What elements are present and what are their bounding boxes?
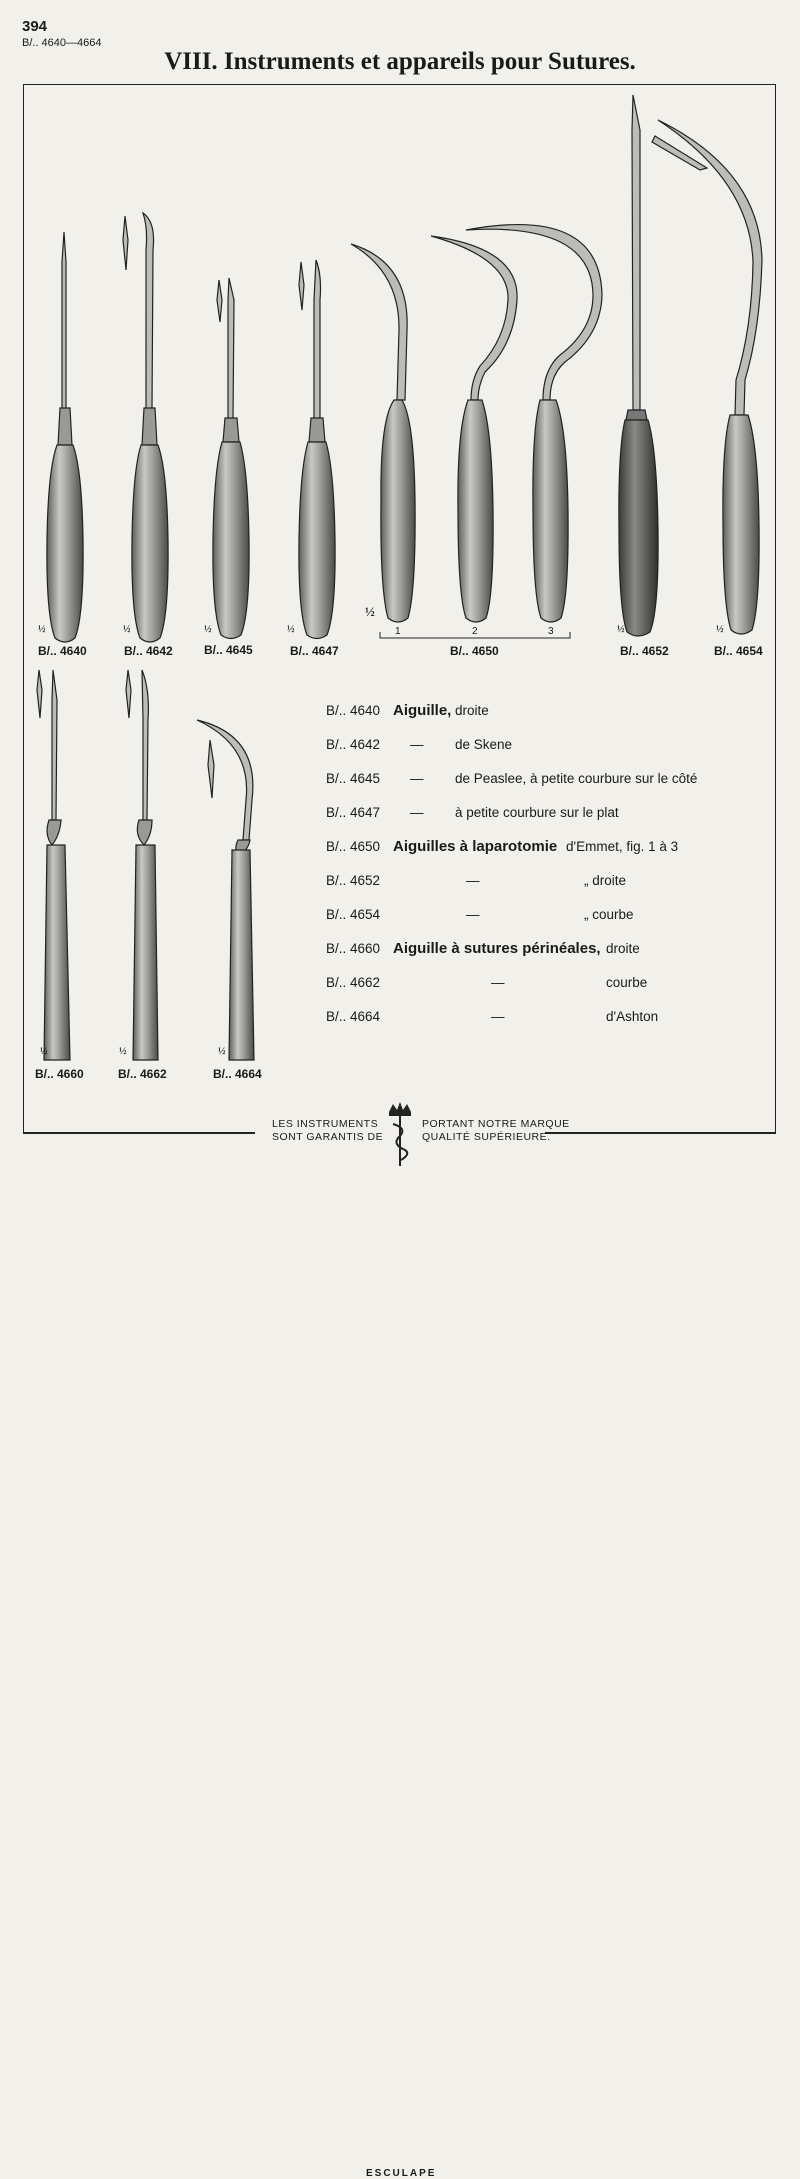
item-code: B/.. 4640 xyxy=(326,703,381,718)
item-description: courbe xyxy=(606,975,648,990)
needle-4647-illustration xyxy=(299,260,335,639)
figure-label-4662: B/.. 4662 xyxy=(118,1067,167,1081)
footer-rule-right xyxy=(545,1132,775,1134)
item-description: à petite courbure sur le plat xyxy=(455,805,619,820)
item-code: B/.. 4652 xyxy=(326,873,381,888)
scale-mark: ½ xyxy=(38,624,46,635)
scale-mark: ½ xyxy=(40,1046,48,1057)
item-description: „ droite xyxy=(584,873,627,888)
item-code: B/.. 4650 xyxy=(326,839,381,854)
needle-4660-illustration xyxy=(37,670,70,1060)
figure-label-4650: B/.. 4650 xyxy=(450,644,499,658)
item-code: B/.. 4642 xyxy=(326,737,381,752)
item-description: droite xyxy=(455,703,489,718)
needle-4650-fig1-illustration xyxy=(351,244,415,622)
item-description: de Peaslee, à petite courbure sur le côté xyxy=(455,771,698,786)
figure-label-4642: B/.. 4642 xyxy=(124,644,173,658)
item-dash: — xyxy=(410,771,424,786)
item-dash: — xyxy=(491,975,505,990)
item-dash: — xyxy=(466,873,480,888)
figure-label-4660: B/.. 4660 xyxy=(35,1067,84,1081)
item-description: „ courbe xyxy=(584,907,634,922)
footer-rule-left xyxy=(23,1132,255,1134)
item-code: B/.. 4647 xyxy=(326,805,381,820)
scale-mark: ½ xyxy=(123,624,131,635)
scale-mark: ½ xyxy=(617,624,625,635)
footer xyxy=(0,1084,800,2179)
item-name: Aiguilles à laparotomie xyxy=(393,838,558,855)
item-name: Aiguille, xyxy=(393,702,452,719)
item-description: d'Emmet, fig. 1 à 3 xyxy=(566,839,679,854)
fig-number-2: 2 xyxy=(472,626,478,637)
footer-left-line-1: LES INSTRUMENTS xyxy=(272,1118,379,1130)
scale-mark: ½ xyxy=(287,624,295,635)
figure-label-4647: B/.. 4647 xyxy=(290,644,339,658)
item-code: B/.. 4660 xyxy=(326,941,381,956)
brand-mark: ESCULAPE xyxy=(366,2168,437,2179)
item-code: B/.. 4662 xyxy=(326,975,381,990)
figure-label-4654: B/.. 4654 xyxy=(714,644,763,658)
item-description: de Skene xyxy=(455,737,513,752)
item-code: B/.. 4645 xyxy=(326,771,381,786)
item-description: droite xyxy=(606,941,640,956)
item-dash: — xyxy=(410,737,424,752)
fig-number-3: 3 xyxy=(548,626,554,637)
footer-right-line-2: QUALITÉ SUPÉRIEURE. xyxy=(422,1131,551,1143)
needle-4652-illustration xyxy=(619,95,658,636)
reference-range: B/.. 4640—4664 xyxy=(22,37,102,49)
scale-mark: ½ xyxy=(365,604,375,619)
needle-4642-illustration xyxy=(123,213,168,642)
footer-left-line-2: SONT GARANTIS DE xyxy=(272,1131,384,1143)
item-dash: — xyxy=(410,805,424,820)
scale-mark: ½ xyxy=(119,1046,127,1057)
needle-4664-illustration xyxy=(197,720,254,1060)
item-description: d'Ashton xyxy=(606,1009,659,1024)
item-dash: — xyxy=(466,907,480,922)
item-name: Aiguille à sutures périnéales, xyxy=(393,940,601,957)
item-dash: — xyxy=(491,1009,505,1024)
item-code: B/.. 4664 xyxy=(326,1009,381,1024)
scale-mark: ½ xyxy=(716,624,724,635)
figure-label-4640: B/.. 4640 xyxy=(38,644,87,658)
needle-4654-illustration xyxy=(652,120,762,634)
scale-mark: ½ xyxy=(204,624,212,635)
needle-4645-illustration xyxy=(213,278,249,639)
page-title: VIII. Instruments et appareils pour Sutures. xyxy=(164,48,636,75)
caduceus-icon xyxy=(383,1094,417,1168)
scale-mark: ½ xyxy=(218,1046,226,1057)
needle-4640-illustration xyxy=(47,232,83,642)
item-code: B/.. 4654 xyxy=(326,907,381,922)
fig-number-1: 1 xyxy=(395,626,401,637)
footer-right-line-1: PORTANT NOTRE MARQUE xyxy=(422,1118,570,1130)
needle-4650-fig2-illustration xyxy=(431,236,517,622)
figure-label-4652: B/.. 4652 xyxy=(620,644,669,658)
needle-4662-illustration xyxy=(126,670,158,1060)
figure-label-4645: B/.. 4645 xyxy=(204,643,253,657)
page-number: 394 xyxy=(22,18,48,35)
figure-label-4664: B/.. 4664 xyxy=(213,1067,262,1081)
